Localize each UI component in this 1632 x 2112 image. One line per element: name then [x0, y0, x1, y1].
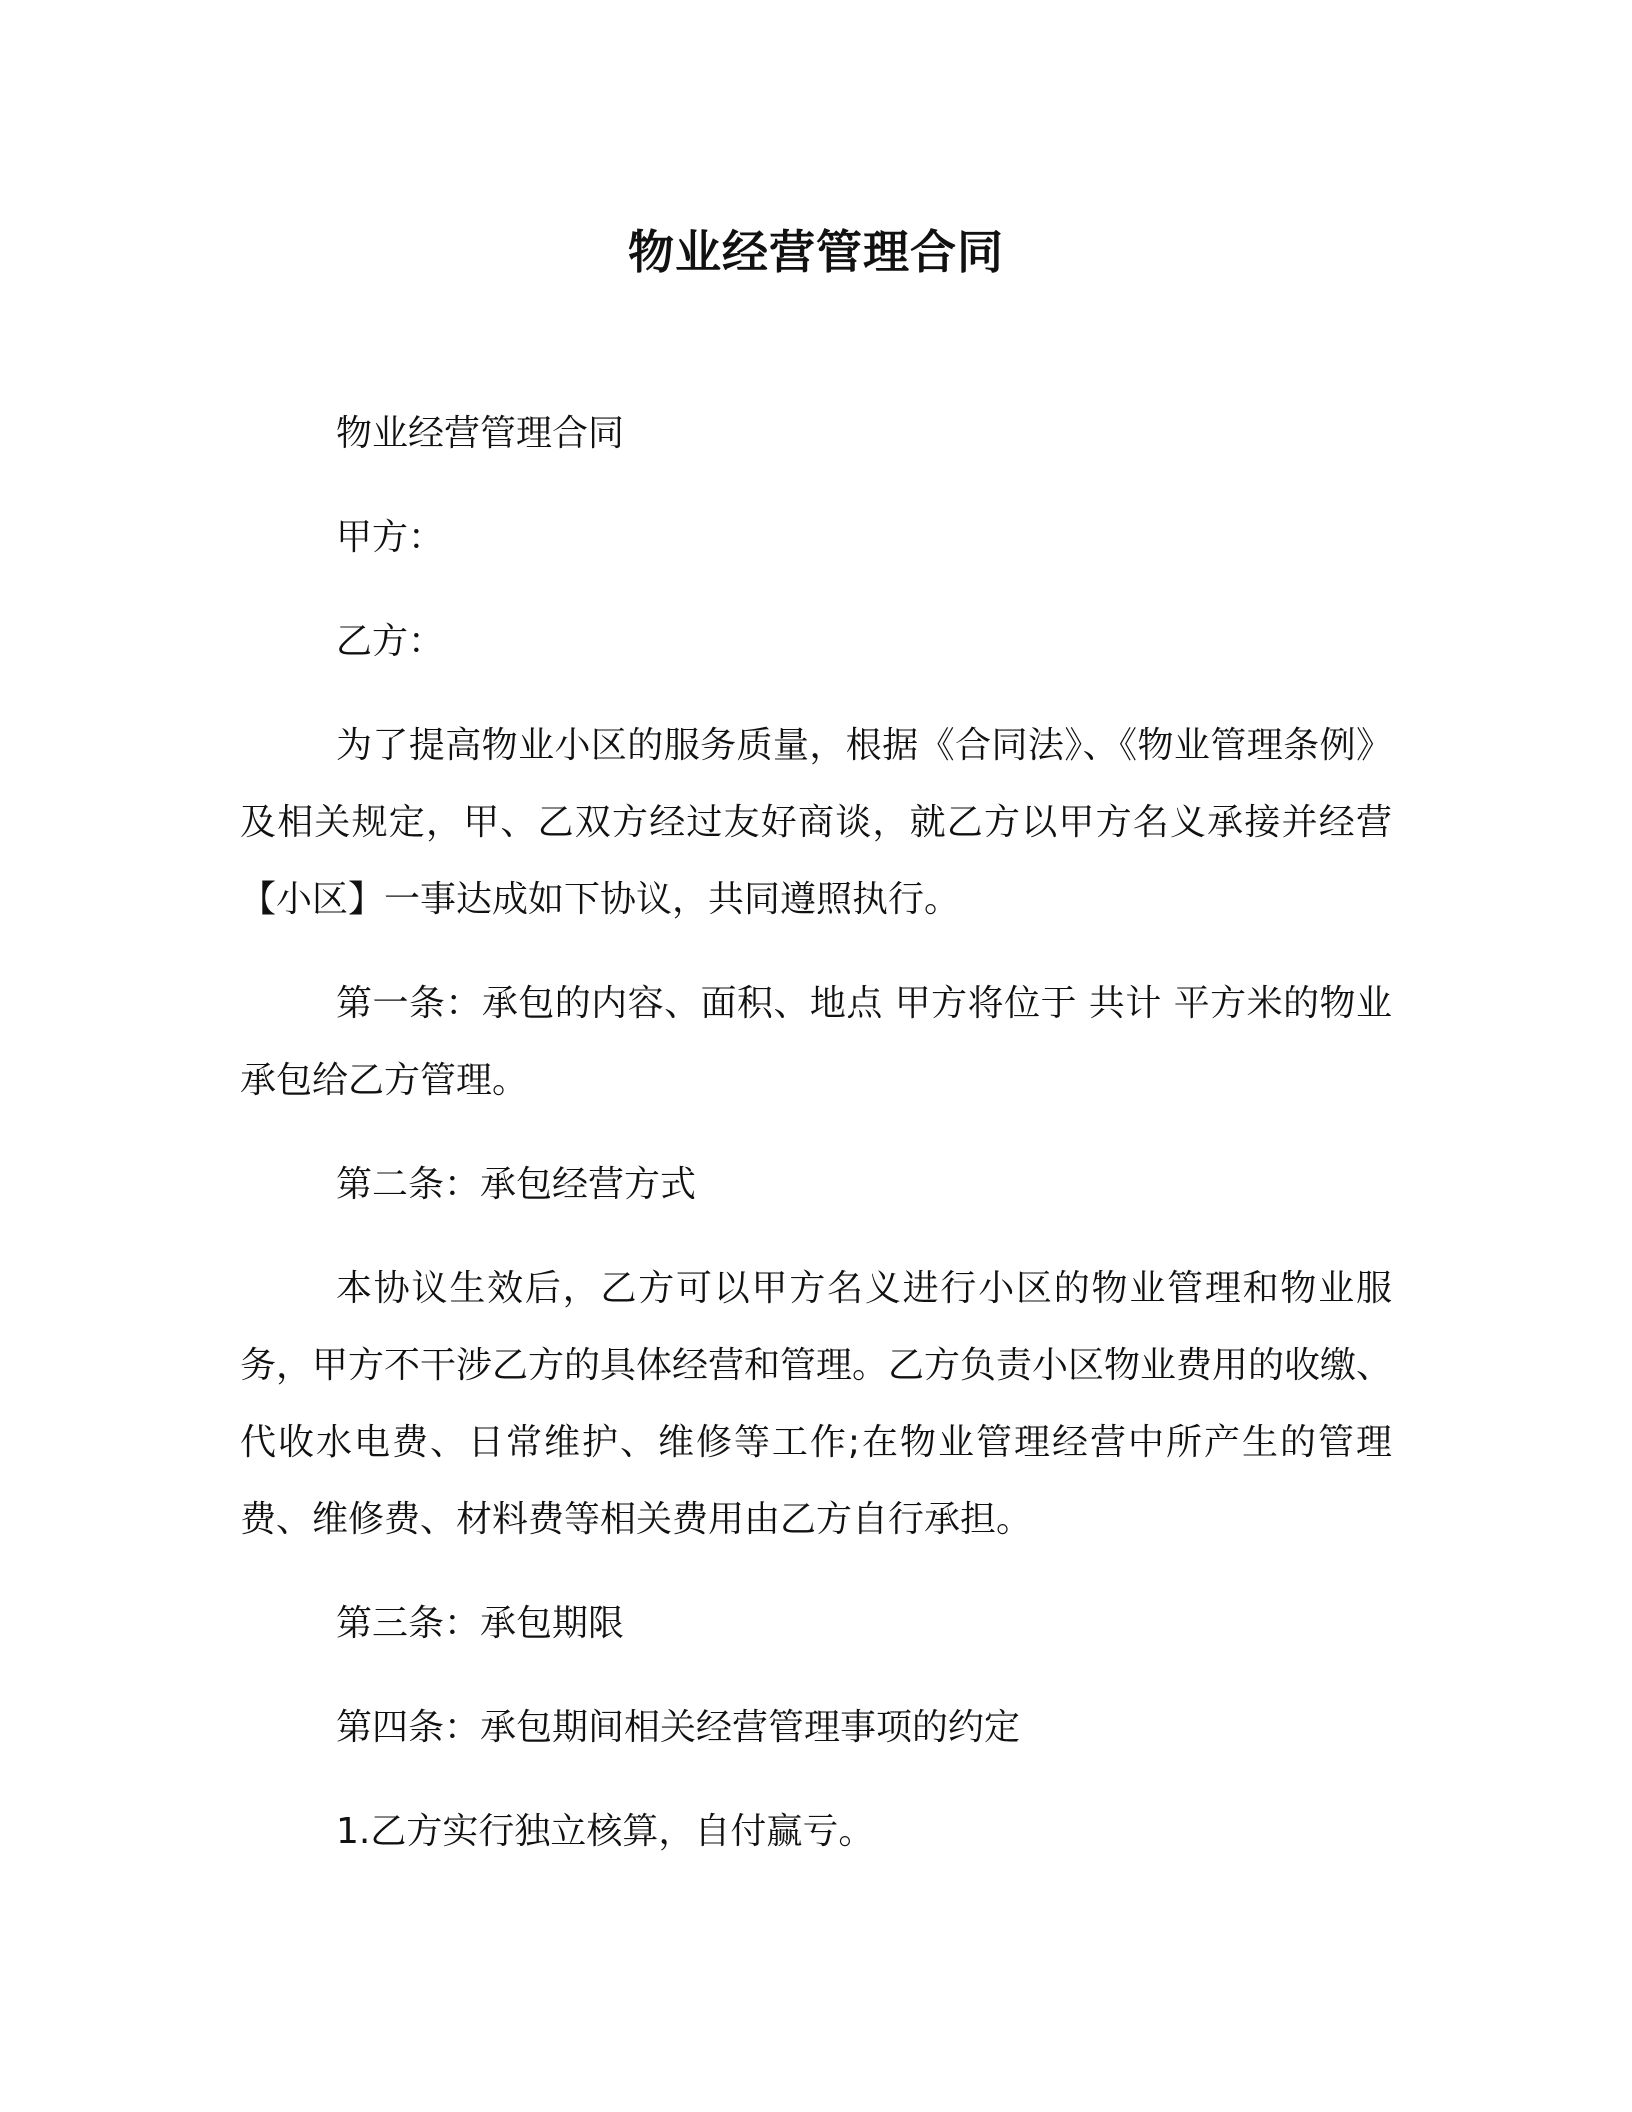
document-body	[240, 395, 1392, 1897]
article-3-heading: 第三条：承包期限	[336, 1603, 625, 1644]
article-4-item-1: 1.乙方实行独立核算，自付赢亏。	[336, 1811, 875, 1852]
preamble-paragraph: 为了提高物业小区的服务质量，根据《合同法》、《物业管理条例》及相关规定，甲、乙双方经过友好商谈，就乙方以甲方名义承接并经营【小区】一事达成如下协议，共同遵照执行。	[240, 725, 1392, 920]
article-2-paragraph: 本协议生效后，乙方可以甲方名义进行小区的物业管理和物业服务，甲方不干涉乙方的具体经营和管理。乙方负责小区物业费用的收缴、代收水电费、日常维护、维修等工作;在物业管理经营中所产生的管理费、维修费、材料费等相关费用由乙方自行承担。	[240, 1268, 1393, 1540]
article-4-heading: 第四条：承包期间相关经营管理事项的约定	[336, 1707, 1021, 1748]
document-title: 物业经营管理合同	[628, 225, 1004, 279]
heading-repeat: 物业经营管理合同	[336, 413, 625, 454]
party-b-line: 乙方：	[336, 621, 445, 662]
party-a-line: 甲方：	[336, 517, 445, 558]
article-1-paragraph: 第一条：承包的内容、面积、地点 甲方将位于 共计 平方米的物业承包给乙方管理。	[240, 983, 1392, 1101]
article-2-heading: 第二条：承包经营方式	[336, 1164, 697, 1205]
